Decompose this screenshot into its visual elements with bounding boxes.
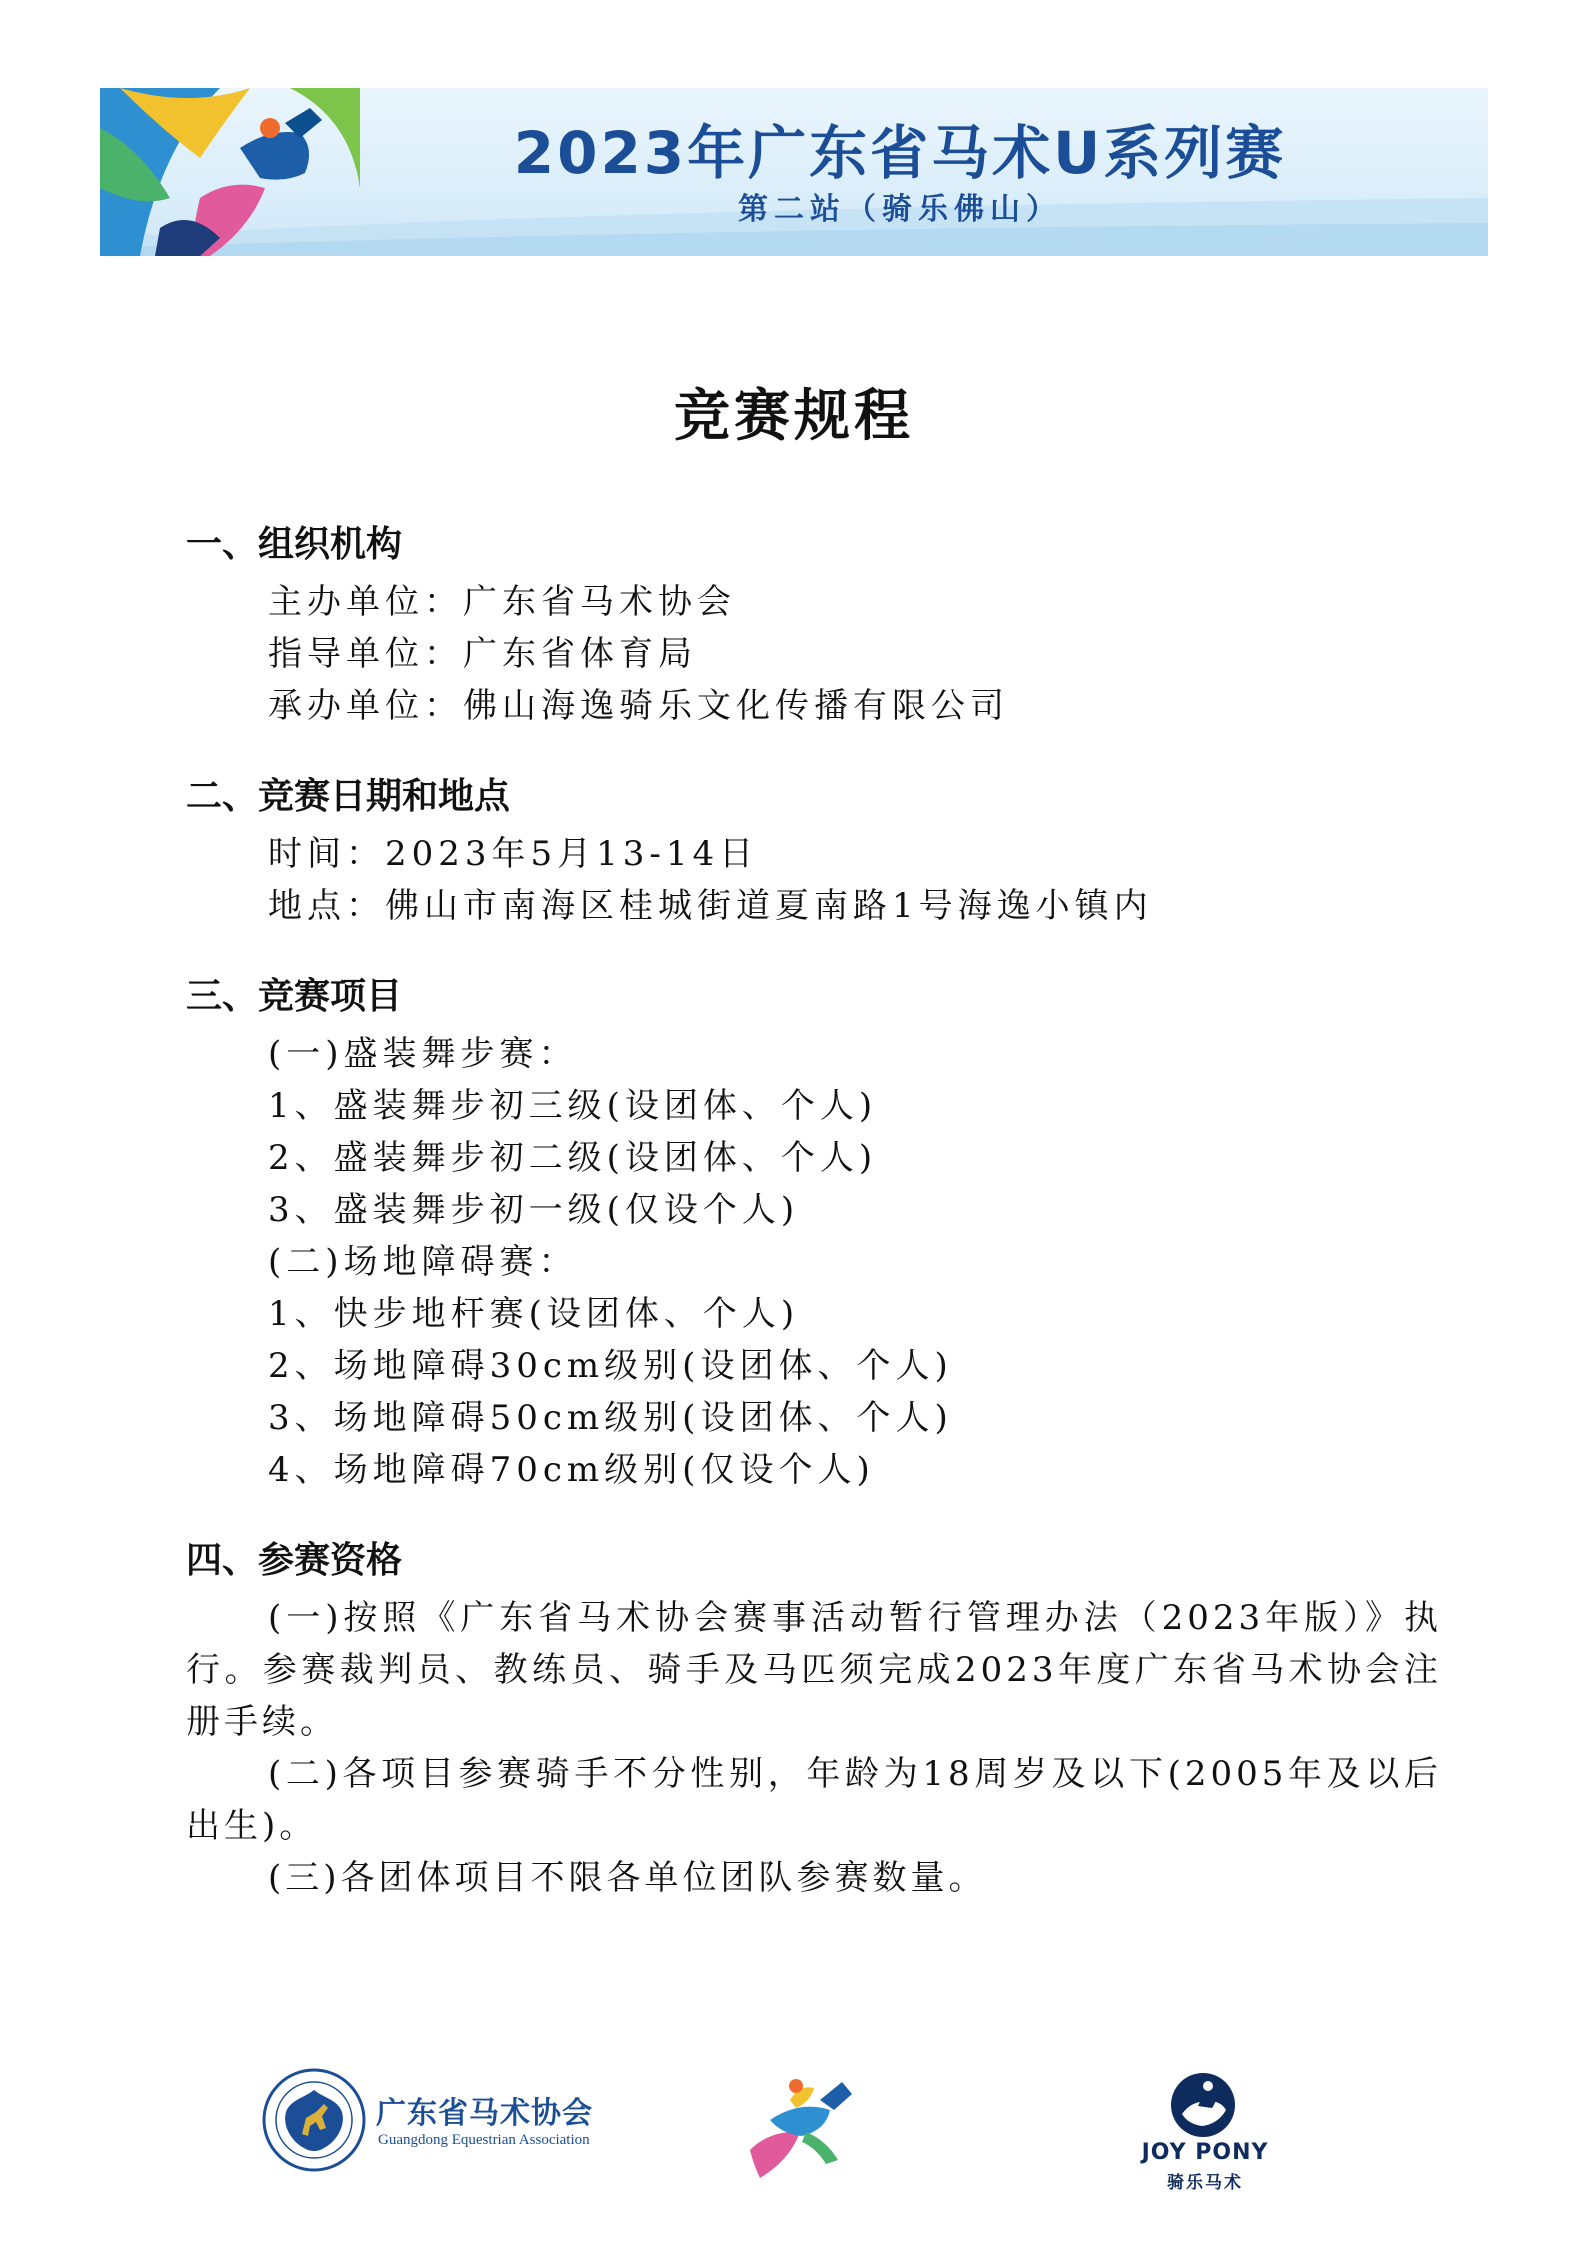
document-body [186, 514, 1442, 1938]
text-line: 时间：2023年5月13-14日 [268, 834, 759, 874]
text-line: 3、场地障碍50cm级别(设团体、个人) [268, 1398, 953, 1438]
association-name: 广东省马术协会 [376, 2096, 593, 2131]
text-line: 4、场地障碍70cm级别(仅设个人) [268, 1450, 875, 1490]
paragraph: (二)各项目参赛骑手不分性别，年龄为18周岁及以下(2005年及以后出生)。 [186, 1754, 1442, 1846]
section-heading: 二、竞赛日期和地点 [186, 776, 511, 817]
section-date-location [186, 766, 1442, 932]
association-emblem-logo [262, 2068, 366, 2172]
text-line: 主办单位：广东省马术协会 [268, 582, 736, 622]
text-line: 2、场地障碍30cm级别(设团体、个人) [268, 1346, 953, 1386]
section-heading: 一、组织机构 [186, 524, 403, 565]
section-heading: 三、竞赛项目 [186, 976, 403, 1017]
banner-horse-art [100, 88, 360, 256]
paragraph: (三)各团体项目不限各单位团队参赛数量。 [268, 1858, 987, 1898]
section-organization [186, 514, 1442, 732]
section-heading: 四、参赛资格 [186, 1540, 403, 1581]
text-line: 3、盛装舞步初一级(仅设个人) [268, 1190, 800, 1230]
text-line: 地点：佛山市南海区桂城街道夏南路1号海逸小镇内 [268, 886, 1153, 926]
association-english-name: Guangdong Equestrian Association [378, 2132, 590, 2148]
banner-subtitle: 第二站（骑乐佛山） [738, 192, 1062, 227]
sponsor-chinese-name: 骑乐马术 [1167, 2173, 1243, 2193]
paragraph: (一)按照《广东省马术协会赛事活动暂行管理办法（2023年版）》执行。参赛裁判员、教练员、骑手及马匹须完成2023年度广东省马术协会注册手续。 [186, 1598, 1442, 1742]
header-banner [100, 88, 1488, 256]
text-line: 2、盛装舞步初二级(设团体、个人) [268, 1138, 878, 1178]
sponsor-name: JOY PONY [1141, 2140, 1269, 2165]
text-line: 承办单位：佛山海逸骑乐文化传播有限公司 [268, 686, 1009, 726]
footer-logos [0, 2040, 1588, 2210]
text-line: 1、快步地杆赛(设团体、个人) [268, 1294, 800, 1334]
text-line: (二)场地障碍赛： [268, 1242, 578, 1282]
text-line: (一)盛装舞步赛： [268, 1034, 578, 1074]
series-horse-logo [730, 2070, 860, 2180]
joy-pony-logo [1168, 2070, 1238, 2140]
banner-title: 2023年广东省马术U系列赛 [513, 119, 1287, 187]
document-title: 竞赛规程 [674, 384, 914, 449]
text-line: 1、盛装舞步初三级(设团体、个人) [268, 1086, 878, 1126]
section-events [186, 966, 1442, 1496]
text-line: 指导单位：广东省体育局 [268, 634, 697, 674]
section-eligibility [186, 1530, 1442, 1904]
